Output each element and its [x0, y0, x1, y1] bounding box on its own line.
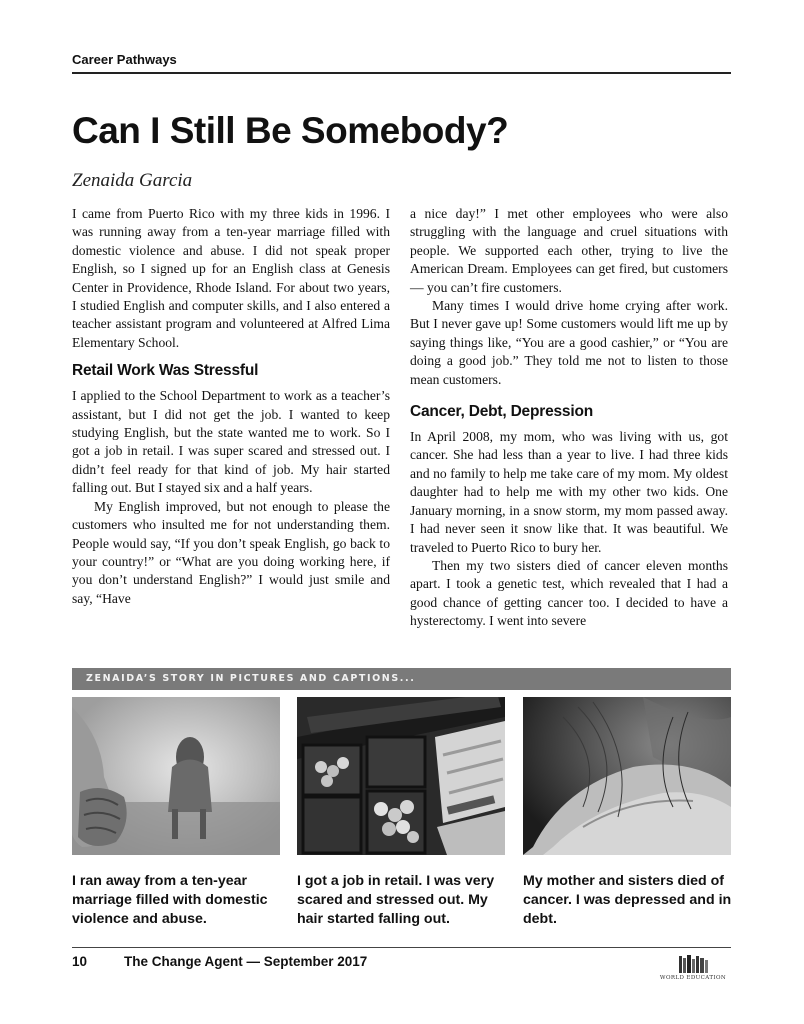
caption-2: I got a job in retail. I was very scared and stressed out. My hair started falling out.: [297, 873, 495, 927]
article-author: Zenaida Garcia: [72, 170, 193, 191]
paragraph: a nice day!” I met other employees who were also struggling with the language and cruel situations with people. We supported each other, trying to live the American Dream. Employees can get fired, but customers — you can’t fire customers.: [410, 206, 728, 295]
pictures-banner: [72, 668, 731, 690]
publication-name: The Change Agent — September 2017: [124, 954, 368, 969]
photo-hair-in-hand-image: [523, 697, 731, 855]
photo-hair-in-hand: [523, 697, 731, 855]
photo-fist-and-woman: [72, 697, 280, 855]
article-title: Can I Still Be Somebody?: [72, 110, 509, 151]
header-divider: [72, 72, 731, 74]
caption-1: I ran away from a ten-year marriage filled with domestic violence and abuse.: [72, 873, 268, 927]
logo-text: WORLD EDUCATION: [659, 975, 727, 981]
paragraph: I came from Puerto Rico with my three kids in 1996. I was running away from a ten-year marriage filled with domestic violence and abuse. I did not speak proper English, so I signed up for an English class at Genesis Center in Providence, Rhode Island. For about two years, I studied English and computer skills, and I also entered a teacher assistant program and volunteered at Alfred Lima Elementary School.: [72, 206, 390, 350]
footer-divider: [72, 947, 731, 948]
paragraph: My English improved, but not enough to please the customers who insulted me for not understanding them. People would say, “If you don’t speak English, go back to your country!” or “What are you doing working here, if you don’t understand English?” I would just smile and say, “Have: [72, 498, 390, 606]
world-education-logo: [655, 954, 731, 984]
footer: [72, 954, 367, 969]
books-icon: [655, 954, 731, 974]
photo-cash-drawer-image: [297, 697, 505, 855]
paragraph: Many times I would drive home crying after work. But I never gave up! Some customers would lift me up by saying things like, “You are a good cashier,” or “You are doing a good job.” They told me not to listen to those mean customers.: [410, 298, 728, 387]
paragraph: In April 2008, my mom, who was living with us, got cancer. She had less than a year to live. I had three kids and no family to help me take care of my mom. My oldest daughter had to help me with my other two kids. One January morning, in a snow storm, my mom passed away. I had never seen it snow like that. It was beautiful. We traveled to Puerto Rico to bury her.: [410, 429, 728, 555]
photo-cash-drawer: [297, 697, 505, 855]
paragraph: Then my two sisters died of cancer eleven months apart. I took a genetic test, which revealed that I had a good chance of getting cancer too. I decided to have a hysterectomy. I went into severe: [410, 557, 728, 629]
section-label: Career Pathways: [72, 52, 177, 67]
paragraph: I applied to the School Department to work as a teacher’s assistant, but I did not get the job. I wanted to keep studying English, but the state wanted me to work. So I got a job in retail. I was super scared and stressed out. I didn’t feel ready for that kind of job. My hair started falling out. But I stayed six and a half years.: [72, 388, 390, 496]
subheading: Cancer, Debt, Depression: [410, 403, 593, 421]
page-number: 10: [72, 954, 88, 969]
right-column: [410, 205, 728, 631]
photo-fist-and-woman-image: [72, 697, 280, 855]
left-column: [72, 205, 390, 608]
pictures-banner-label: ZENAIDA’S STORY IN PICTURES AND CAPTIONS...: [86, 673, 416, 684]
subheading: Retail Work Was Stressful: [72, 362, 259, 380]
caption-3: My mother and sisters died of cancer. I was depressed and in debt.: [523, 873, 732, 927]
